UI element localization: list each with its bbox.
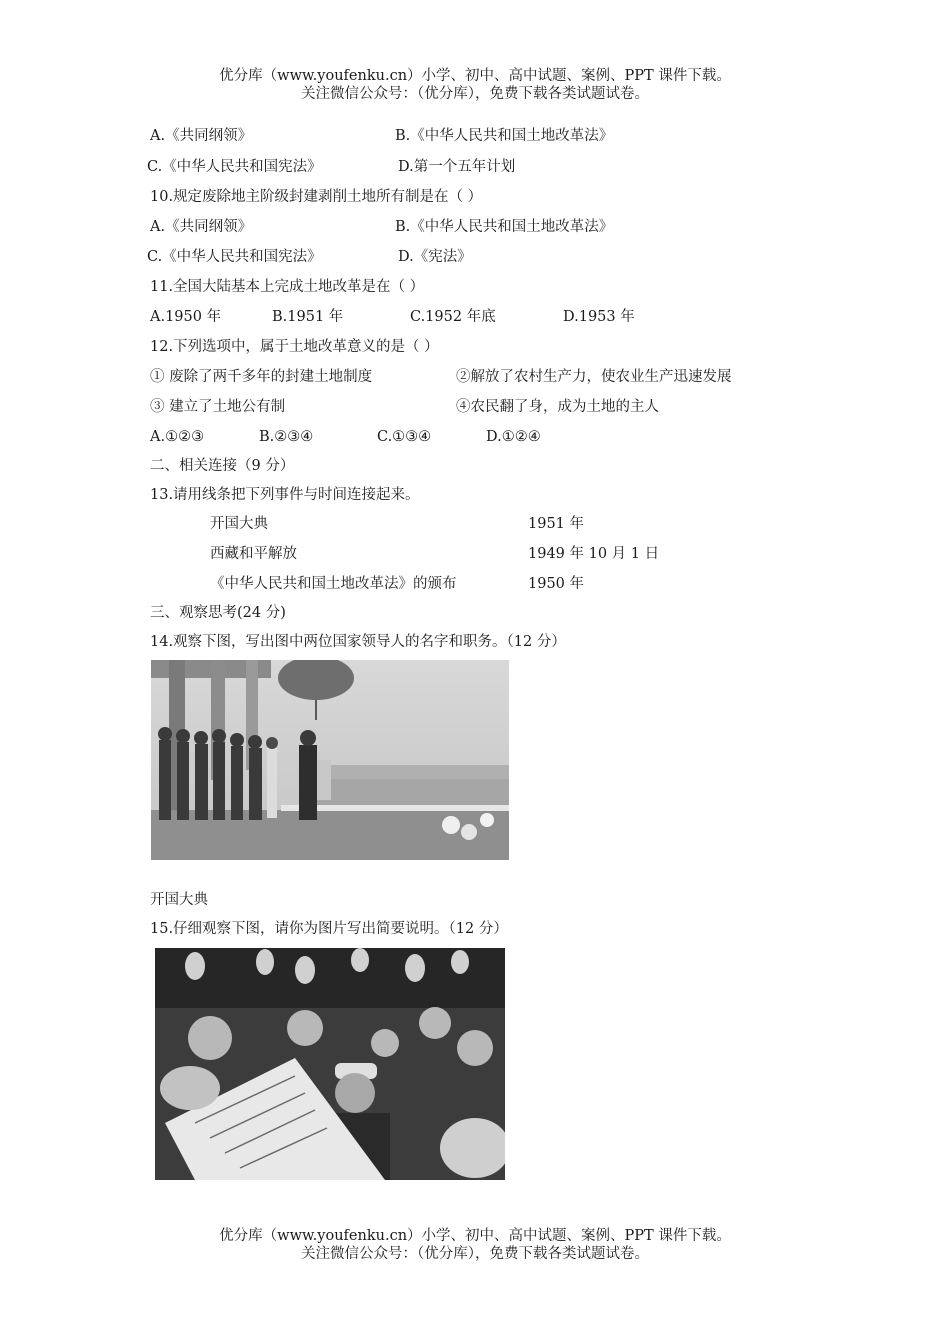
- q9-option-b: B.《中华人民共和国土地改革法》: [395, 128, 614, 144]
- q13-event-2: 西藏和平解放: [210, 546, 297, 562]
- section-2-title: 二、相关连接（9 分）: [150, 458, 295, 474]
- q14-stem: 14.观察下图，写出图中两位国家领导人的名字和职务。（12 分）: [150, 634, 566, 650]
- q10-option-c: C.《中华人民共和国宪法》: [147, 249, 322, 265]
- q10-option-d: D.《宪法》: [398, 249, 472, 265]
- q9-option-c: C.《中华人民共和国宪法》: [147, 159, 322, 175]
- q10-option-a: A.《共同纲领》: [150, 219, 253, 235]
- q13-date-3: 1950 年: [528, 576, 585, 592]
- footer-line-1: 优分库（www.youfenku.cn）小学、初中、高中试题、案例、PPT 课件下载。: [219, 1228, 731, 1244]
- q12-stem: 12.下列选项中，属于土地改革意义的是（ ）: [150, 339, 439, 355]
- q11-option-d: D.1953 年: [563, 309, 635, 325]
- q11-option-a: A.1950 年: [150, 309, 222, 325]
- q13-event-1: 开国大典: [210, 516, 268, 532]
- q10-option-b: B.《中华人民共和国土地改革法》: [395, 219, 614, 235]
- q12-statement-4: ④农民翻了身，成为土地的主人: [456, 399, 659, 415]
- land-reform-celebration-photo: [155, 948, 505, 1180]
- header-line-1: 优分库（www.youfenku.cn）小学、初中、高中试题、案例、PPT 课件下载。: [219, 68, 731, 84]
- q9-option-d: D.第一个五年计划: [398, 159, 516, 175]
- q10-stem: 10.规定废除地主阶级封建剥削土地所有制是在（ ）: [150, 189, 483, 205]
- q12-statement-1: ① 废除了两千多年的封建土地制度: [150, 369, 373, 385]
- q12-option-c: C.①③④: [377, 429, 432, 445]
- q13-date-2: 1949 年 10 月 1 日: [528, 546, 660, 562]
- q12-option-a: A.①②③: [150, 429, 205, 445]
- q11-stem: 11.全国大陆基本上完成土地改革是在（ ）: [150, 279, 425, 295]
- founding-ceremony-photo: [151, 660, 509, 860]
- footer-line-2: 关注微信公众号：（优分库），免费下载各类试题试卷。: [301, 1246, 649, 1262]
- q13-date-1: 1951 年: [528, 516, 585, 532]
- q13-stem: 13.请用线条把下列事件与时间连接起来。: [150, 487, 420, 503]
- section-3-title: 三、观察思考(24 分): [150, 605, 286, 621]
- photo-caption-founding-ceremony: 开国大典: [150, 892, 208, 908]
- q12-statement-2: ②解放了农村生产力，使农业生产迅速发展: [456, 369, 732, 385]
- q11-option-b: B.1951 年: [272, 309, 344, 325]
- q15-stem: 15.仔细观察下图，请你为图片写出简要说明。（12 分）: [150, 921, 508, 937]
- q11-option-c: C.1952 年底: [410, 309, 496, 325]
- q12-option-d: D.①②④: [486, 429, 541, 445]
- q9-option-a: A.《共同纲领》: [150, 128, 253, 144]
- q13-event-3: 《中华人民共和国土地改革法》的颁布: [210, 576, 457, 592]
- q12-option-b: B.②③④: [259, 429, 314, 445]
- q12-statement-3: ③ 建立了土地公有制: [150, 399, 286, 415]
- header-line-2: 关注微信公众号：（优分库），免费下载各类试题试卷。: [301, 86, 649, 102]
